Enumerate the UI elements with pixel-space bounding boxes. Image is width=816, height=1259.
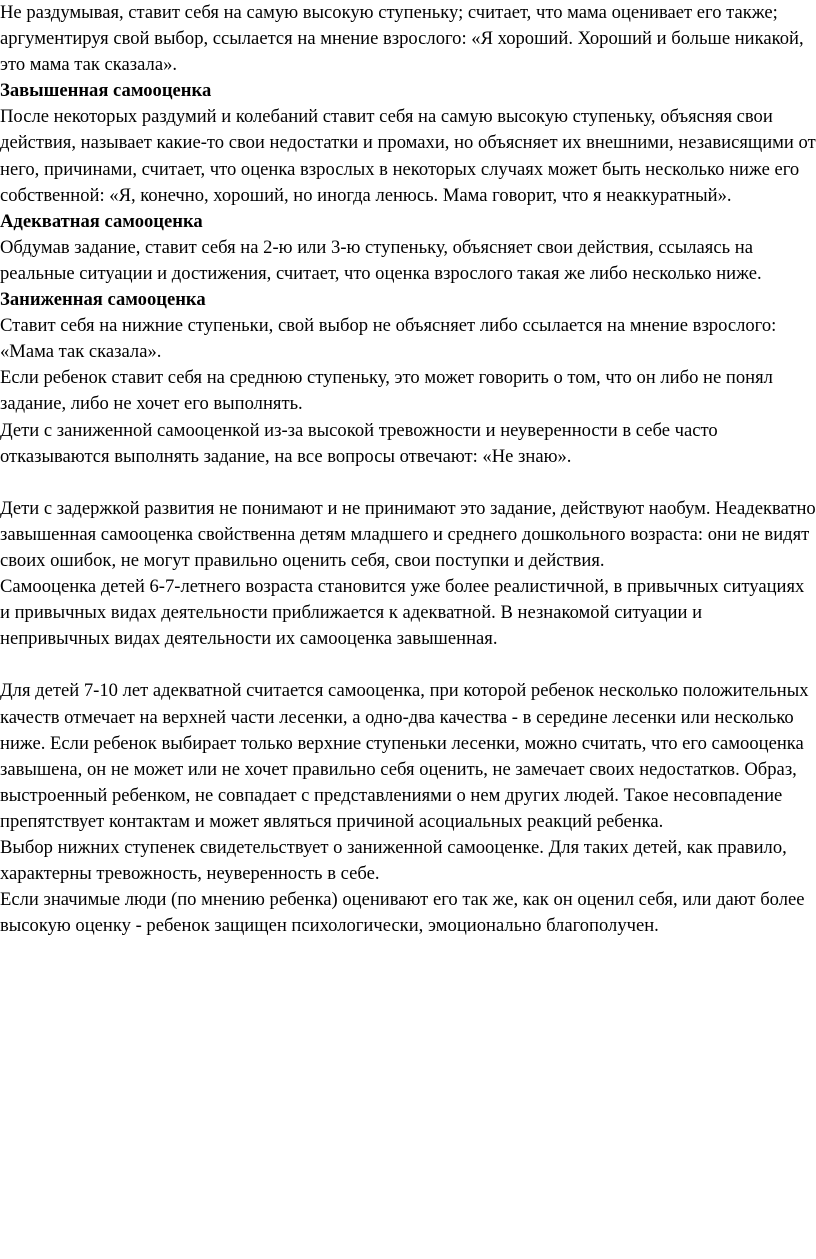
paragraph-significant-people: Если значимые люди (по мнению ребенка) оценивают его так же, как он оценил себя, или дают более высокую оценку - ребенок защищен психологически, эмоционально благополучен.	[0, 889, 805, 937]
heading-adequate-self-esteem: Адекватная самооценка	[0, 210, 203, 232]
heading-low-self-esteem: Заниженная самооценка	[0, 289, 206, 311]
paragraph-inflated-description: После некоторых раздумий и колебаний ставит себя на самую высокую ступеньку, объясняя свои действия, называет какие-то свои недостатки и промахи, но объясняет их внешними, независящими от него, причинами, считает, что оценка взрослых в некоторых случаях может быть несколько ниже его собственной: «Я, конечно, хороший, но иногда ленюсь. Мама говорит, что я неаккуратный».	[0, 106, 816, 206]
paragraph-adequate-description: Обдумав задание, ставит себя на 2-ю или 3-ю ступеньку, объясняет свои действия, ссылаясь на реальные ситуации и достижения, считает, что оценка взрослого такая же либо несколько ниже.	[0, 236, 762, 284]
heading-inflated-self-esteem: Завышенная самооценка	[0, 80, 212, 102]
blank-line	[0, 470, 816, 496]
paragraph-age-6-7: Самооценка детей 6-7-летнего возраста становится уже более реалистичной, в привычных ситуациях и привычных видах деятельности приближается к адекватной. В незнакомой ситуации и непривычных видах деятельности их самооценка завышенная.	[0, 576, 805, 650]
paragraph-lower-steps: Выбор нижних ступенек свидетельствует о заниженной самооценке. Для таких детей, как правило, характерны тревожность, неуверенность в себе.	[0, 837, 787, 885]
paragraph-developmental-delay: Дети с задержкой развития не понимают и не принимают это задание, действуют наобум. Неадекватно завышенная самооценка свойственна детям младшего и среднего дошкольного возраста: они не видят своих ошибок, не могут правильно оценить себя, свои поступки и действия.	[0, 497, 816, 571]
paragraph-middle-step: Если ребенок ставит себя на среднюю ступеньку, это может говорить о том, что он либо не понял задание, либо не хочет его выполнять.	[0, 367, 773, 415]
blank-line	[0, 652, 816, 678]
paragraph-intro: Не раздумывая, ставит себя на самую высокую ступеньку; считает, что мама оценивает его также; аргументируя свой выбор, ссылается на мнение взрослого: «Я хороший. Хороший и больше никакой, это мама так сказала».	[0, 2, 804, 76]
paragraph-low-anxiety: Дети с заниженной самооценкой из-за высокой тревожности и неуверенности в себе часто отказываются выполнять задание, на все вопросы отвечают: «Не знаю».	[0, 419, 718, 467]
paragraph-age-7-10: Для детей 7-10 лет адекватной считается самооценка, при которой ребенок несколько положительных качеств отмечает на верхней части лесенки, а одно-два качества - в середине лесенки или несколько ниже. Если ребенок выбирает только верхние ступеньки лесенки, можно считать, что его самооценка завышена, он не может или не хочет правильно себя оценить, не замечает своих недостатков. Образ, выстроенный ребенком, не совпадает с представлениями о нем других людей. Такое несовпадение препятствует контактам и может являться причиной асоциальных реакций ребенка.	[0, 680, 809, 832]
paragraph-low-description: Ставит себя на нижние ступеньки, свой выбор не объясняет либо ссылается на мнение взрослого: «Мама так сказала».	[0, 315, 777, 363]
